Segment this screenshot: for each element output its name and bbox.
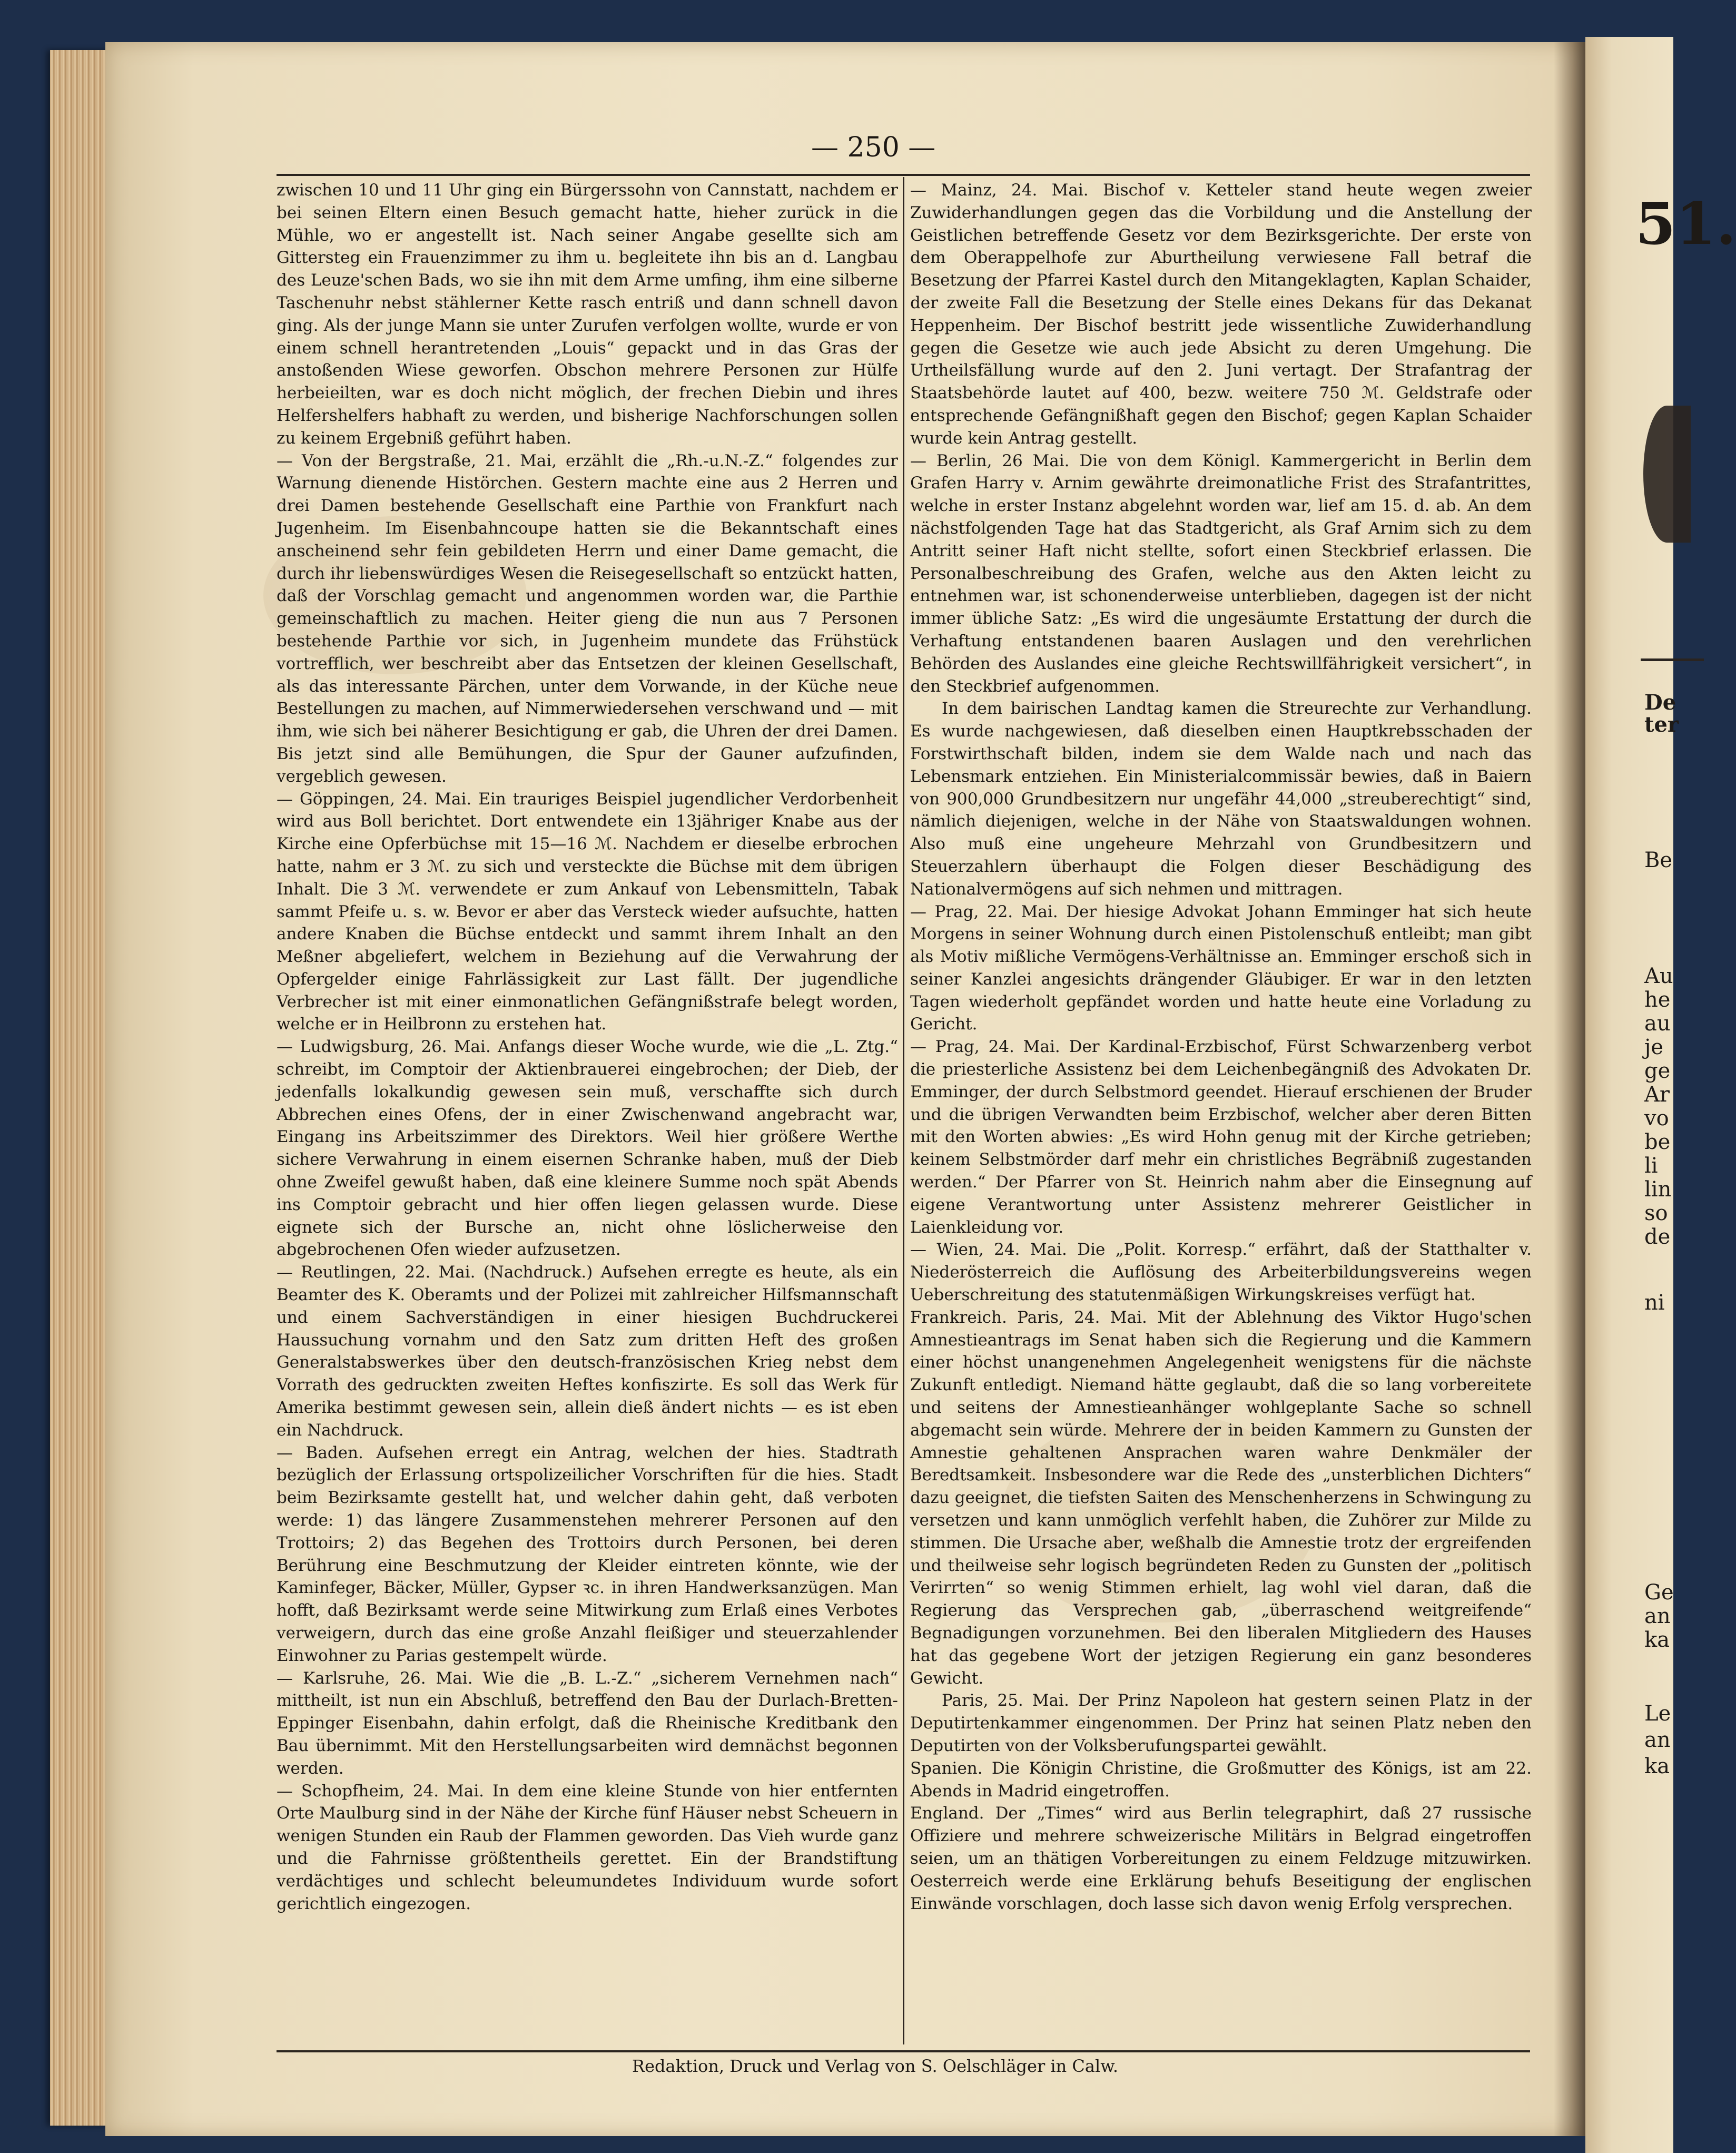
next-page-text: Le <box>1644 1702 1671 1726</box>
ornament-flourish <box>1643 406 1691 543</box>
next-page-text: li <box>1644 1154 1658 1178</box>
next-page-text: an <box>1644 1604 1671 1628</box>
footer-rule <box>277 2050 1530 2052</box>
header-rule <box>277 174 1530 176</box>
article-paragraph: — Ludwigsburg, 26. Mai. Anfangs dieser Woche wurde, wie die „L. Ztg.“ schreibt, im Comptoir der Aktienbrauerei eingebrochen; der Dieb, der jedenfalls lokalkundig gewesen sein muß, verschaffte sich durch Abbrechen eines Ofens, der in einer Zwischenwand angebracht war, Eingang ins Arbeitszimmer des Direktors. Weil hier größere Werthe sichere Verwahrung in einem eisernen Schranke haben, muß der Dieb ohne Zweifel gewußt haben, daß eine kleinere Summe noch spät Abends ins Comptoir gebracht und hier offen liegen gelassen wurde. Diese eignete sich der Bursche an, nicht ohne löslicherweise den abgebrochenen Ofen wieder aufzusetzen. <box>277 1037 898 1260</box>
next-page-headline: 51. <box>1635 190 1736 258</box>
next-page-text: so <box>1644 1201 1668 1225</box>
next-page-text: je <box>1644 1035 1664 1059</box>
article-paragraph: — Reutlingen, 22. Mai. (Nachdruck.) Aufsehen erregte es heute, als ein Beamter des K. Oberamts und der Polizei mit zahlreicher Hilfsmannschaft und einem Sachverständigen in einer hiesigen Buchdruckerei Haussuchung vornahm und den Satz zum dritten Heft des großen Generalstabswerkes über den deutsch-französischen Krieg nebst dem Vorrath des gedruckten zweiten Heftes konfiszirte. Es soll das Werk für Amerika bestimmt gewesen sein, allein dieß ändert nichts — es ist eben ein Nachdruck. <box>277 1263 898 1440</box>
next-page-text: ter <box>1644 712 1679 737</box>
right-column <box>910 179 1532 2052</box>
article-paragraph: — Prag, 24. Mai. Der Kardinal-Erzbischof, Fürst Schwarzenberg verbot die priesterliche Assistenz bei dem Leichenbegängniß des Advokaten Dr. Emminger, der durch Selbstmord geendet. Hierauf erschienen der Bruder und die übrigen Verwandten beim Erzbischof, welcher aber deren Bitten mit den Worten abwies: „Es wird Hohn genug mit der Kirche getrieben; keinem Selbstmörder darf mehr ein christliches Begräbniß zugestanden werden.“ Der Pfarrer von St. Heinrich nahm aber die Einsegnung auf eigene Verantwortung unter Assistenz mehrerer Geistlicher in Laienkleidung vor. <box>910 1037 1532 1237</box>
article-paragraph: — Mainz, 24. Mai. Bischof v. Ketteler stand heute wegen zweier Zuwiderhandlungen gegen das die Vorbildung und die Anstellung der Geistlichen betreffende Gesetz vor dem Bezirksgerichte. Der erste von dem Oberappelhofe zur Aburtheilung verwiesene Fall betraf die Besetzung der Pfarrei Kastel durch den Mitangeklagten, Kaplan Schaider, der zweite Fall die Besetzung der Stelle eines Dekans für das Dekanat Heppenheim. Der Bischof bestritt jede wissentliche Zuwiderhandlung gegen die Gesetze wie auch jede Absicht zu deren Umgehung. Die Urtheilsfällung wurde auf den 2. Juni vertagt. Der Strafantrag der Staatsbehörde lautet auf 400, bezw. weitere 750 ℳ. Geldstrafe oder entsprechende Gefängnißhaft gegen den Bischof; gegen Kaplan Schaider wurde kein Antrag gestellt. <box>910 181 1532 448</box>
next-page-text: Be <box>1644 848 1673 872</box>
article-paragraph: — Schopfheim, 24. Mai. In dem eine kleine Stunde von hier entfernten Orte Maulburg sind in der Nähe der Kirche fünf Häuser nebst Scheuern in wenigen Stunden ein Raub der Flammen geworden. Das Vieh wurde ganz und die Fahrnisse größtentheils gerettet. Ein der Brandstiftung verdächtiges und schlecht beleumundetes Individuum wurde sofort gerichtlich eingezogen. <box>277 1781 898 1913</box>
next-page-text: au <box>1644 1011 1671 1036</box>
article-paragraph: — Baden. Aufsehen erregt ein Antrag, welchen der hies. Stadtrath bezüglich der Erlassung ortspolizeilicher Vorschriften für die hies. Stadt beim Bezirksamte gestellt hat, und welcher dahin geht, daß verboten werde: 1) das längere Zusammenstehen mehrerer Personen auf den Trottoirs; 2) das Begehen des Trottoirs durch Personen, bei deren Berührung eine Beschmutzung der Kleider eintreten könnte, wie der Kaminfeger, Bäcker, Müller, Gypser ꝛc. in ihren Handwerksanzügen. Man hofft, daß Bezirksamt werde seine Mitwirkung zum Erlaß eines Verbotes verweigern, durch das eine große Anzahl fleißiger und steuerzahlender Einwohner zu Parias gestempelt würde. <box>277 1443 898 1665</box>
article-paragraph: In dem bairischen Landtag kamen die Streurechte zur Verhandlung. Es wurde nachgewiesen, daß dieselben einen Hauptkrebsschaden der Forstwirthschaft bilden, indem sie dem Walde nach und nach das Lebensmark entziehen. Ein Ministerialcommissär bewies, daß in Baiern von 900,000 Grundbesitzern nur ungefähr 44,000 „streuberechtigt“ sind, nämlich diejenigen, welche in der Nähe von Staatswaldungen wohnen. Also muß eine ungeheure Mehrzahl von Grundbesitzern und Steuerzahlern überhaupt die Folgen dieser Beschädigung des Nationalvermögens auf sich nehmen und mittragen. <box>910 699 1532 899</box>
article-paragraph: — Göppingen, 24. Mai. Ein trauriges Beispiel jugendlicher Verdorbenheit wird aus Boll berichtet. Dort entwendete ein 13jähriger Knabe aus der Kirche eine Opferbüchse mit 15—16 ℳ. Nachdem er dieselbe erbrochen hatte, nahm er 3 ℳ. zu sich und versteckte die Büchse mit dem übrigen Inhalt. Die 3 ℳ. verwendete er zum Ankauf von Lebensmitteln, Tabak sammt Pfeife u. s. w. Bevor er aber das Versteck wieder aufsuchte, hatten andere Knaben die Büchse entdeckt und sammt ihrem Inhalt an den Meßner abgeliefert, welchem in Beziehung auf die Verwahrung der Opfergelder einige Fahrlässigkeit zur Last fällt. Der jugendliche Verbrecher ist mit einer einmonatlichen Gefängnißstrafe belegt worden, welche er in Heilbronn zu erstehen hat. <box>277 789 898 1034</box>
left-column <box>277 179 898 2052</box>
next-page-text: ka <box>1644 1754 1670 1778</box>
next-page-text: De <box>1644 690 1676 715</box>
next-page-text: Au <box>1644 964 1673 988</box>
article-paragraph: zwischen 10 und 11 Uhr ging ein Bürgerssohn von Cannstatt, nachdem er bei seinen Eltern einen Besuch gemacht hatte, hieher zurück in die Mühle, wo er angestellt ist. Nach seiner Angabe gesellte sich am Gittersteg ein Frauenzimmer zu ihm u. begleitete ihn bis an d. Langbau des Leuze'schen Bads, wo sie ihn mit dem Arme umfing, ihm eine silberne Taschenuhr nebst stählerner Kette rasch entriß und dann schnell davon ging. Als der junge Mann sie unter Zurufen verfolgen wollte, wurde er von einem schnell herantretenden „Louis“ gepackt und in das Gras der anstoßenden Wiese geworfen. Obschon mehrere Personen zur Hülfe herbeieilten, war es doch nicht möglich, der frechen Diebin und ihres Helfershelfers habhaft zu werden, und bisherige Nachforschungen sollen zu keinem Ergebniß geführt haben. <box>277 181 898 448</box>
next-page-text: an <box>1644 1728 1671 1752</box>
next-page-text: be <box>1644 1130 1671 1154</box>
article-paragraph: — Karlsruhe, 26. Mai. Wie die „B. L.-Z.“ „sicherem Vernehmen nach“ mittheilt, ist nun ein Abschluß, betreffend den Bau der Durlach-Bretten-Eppinger Eisenbahn, dahin erfolgt, daß die Rheinische Kreditbank den Bau übernimmt. Mit den Herstellungsarbeiten wird demnächst begonnen werden. <box>277 1668 898 1778</box>
next-page-text: lin <box>1644 1177 1672 1202</box>
next-page-text: vo <box>1644 1106 1669 1130</box>
article-paragraph: — Berlin, 26 Mai. Die von dem Königl. Kammergericht in Berlin dem Grafen Harry v. Arnim gewährte dreimonatliche Frist des Strafantrittes, welche in erster Instanz abgelehnt worden war, lief am 15. d. ab. An dem nächstfolgenden Tage hat das Stadtgericht, als Graf Arnim sich zu dem Antritt seiner Haft nicht stellte, sofort einen Steckbrief erlassen. Die Personalbeschreibung des Grafen, welche aus den Akten leicht zu entnehmen war, ist schonenderweise unterblieben, dagegen ist der nicht immer übliche Satz: „Es wird die ungesäumte Erstattung der durch die Verhaftung entstandenen baaren Auslagen und den verehrlichen Behörden des Auslandes eine gleiche Rechtswillfährigkeit versichert“, in den Steckbrief aufgenommen. <box>910 451 1532 696</box>
article-paragraph: — Von der Bergstraße, 21. Mai, erzählt die „Rh.-u.N.-Z.“ folgendes zur Warnung dienende Histörchen. Gestern machte eine aus 2 Herren und drei Damen bestehende Gesellschaft eine Parthie von Frankfurt nach Jugenheim. Im Eisenbahncoupe hatten sie die Bekanntschaft eines anscheinend sehr fein gebildeten Herrn und einer Dame gemacht, die durch ihr liebenswürdiges Wesen die Reisegesellschaft so entzückt hatten, daß der Vorschlag gemacht und angenommen worden war, die Parthie gemeinschaftlich zu machen. Heiter gieng die nun aus 7 Personen bestehende Parthie vor sich, in Jugenheim mundete das Frühstück vortrefflich, wer beschreibt aber das Entsetzen der kleinen Gesellschaft, als das interessante Pärchen, unter dem Vorwande, in der Küche neue Bestellungen zu machen, auf Nimmerwiedersehen verschwand und — mit ihm, wie sich bei näherer Besichtigung er gab, die Uhren der drei Damen. Bis jetzt sind alle Bemühungen, die Spur der Gauner aufzufinden, vergeblich gewesen. <box>277 451 898 786</box>
column-divider <box>903 177 904 2044</box>
next-page-text: ge <box>1644 1059 1671 1083</box>
next-page-text: Ge <box>1644 1580 1674 1605</box>
article-paragraph: — Prag, 22. Mai. Der hiesige Advokat Johann Emminger hat sich heute Morgens in seiner Wohnung durch einen Pistolenschuß entleibt; man gibt als Motiv mißliche Vermögens-Verhältnisse an. Emminger erschoß sich in seiner Kanzlei angesichts drängender Gläubiger. Er war in den letzten Tagen wiederholt gepfändet worden und hatte heute eine Vorladung zu Gericht. <box>910 902 1532 1034</box>
publisher-imprint: Redaktion, Druck und Verlag von S. Oelschläger in Calw. <box>632 2056 1118 2076</box>
next-page-fragment <box>1585 37 1736 2153</box>
next-page-text: de <box>1644 1225 1671 1249</box>
next-page-rule <box>1641 658 1704 661</box>
article-paragraph: — Wien, 24. Mai. Die „Polit. Korresp.“ erfährt, daß der Statthalter v. Niederösterreich die Auflösung des Arbeiterbildungsvereins wegen Ueberschreitung des statutenmäßigen Wirkungskreises verfügt hat. <box>910 1240 1532 1305</box>
next-page-text: Ar <box>1644 1083 1670 1107</box>
article-paragraph: England. Der „Times“ wird aus Berlin telegraphirt, daß 27 russische Offiziere und mehrere schweizerische Militärs in Belgrad eingetroffen seien, um an thätigen Vorbereitungen zu einem Feldzuge mitzuwirken. Oesterreich werde eine Erklärung behufs Beseitigung der englischen Einwände vorschlagen, doch lasse sich davon wenig Erfolg versprechen. <box>910 1804 1532 1913</box>
binding-gutter <box>1554 42 1585 2136</box>
article-paragraph: Frankreich. Paris, 24. Mai. Mit der Ablehnung des Viktor Hugo'schen Amnestieantrags im Senat haben sich die Regierung und die Kammern einer höchst unangenehmen Angelegenheit wenigstens für die nächste Zukunft entledigt. Niemand hätte geglaubt, daß die so lang vorbereitete und seitens der Amnestieanhänger wohlgeplante Sache so schnell abgemacht sein würde. Mehrere der in beiden Kammern zu Gunsten der Amnestie gehaltenen Ansprachen waren wahre Denkmäler der Beredtsamkeit. Insbesondere war die Rede des „unsterblichen Dichters“ dazu geeignet, die tiefsten Saiten des Menschenherzens in Schwingung zu versetzen und kann unmöglich verfehlt haben, die Zuhörer zur Milde zu stimmen. Die Ursache aber, weßhalb die Amnestie trotz der ergreifenden und theilweise sehr logisch begründeten Reden zu Gunsten der „politisch Verirrten“ so wenig Stimmen erhielt, lag wohl viel daran, daß die Regierung das Versprechen gab, „überraschend weitgreifende“ Begnadigungen vorzunehmen. Bei den liberalen Mitgliedern des Hauses hat das gegebene Wort der jetzigen Regierung ein ganz besonderes Gewicht. <box>910 1307 1532 1688</box>
article-paragraph: Spanien. Die Königin Christine, die Großmutter des Königs, ist am 22. Abends in Madrid eingetroffen. <box>910 1758 1532 1801</box>
next-page-text: ni <box>1644 1291 1665 1315</box>
next-page-text: ka <box>1644 1628 1670 1652</box>
page-edge-stack <box>50 50 113 2126</box>
article-paragraph: Paris, 25. Mai. Der Prinz Napoleon hat gestern seinen Platz in der Deputirtenkammer eingenommen. Der Prinz hat seinen Platz neben den Deputirten von der Volksberufungspartei gewählt. <box>910 1691 1532 1755</box>
next-page-text: he <box>1644 988 1671 1012</box>
page-number: — 250 — <box>811 132 936 163</box>
